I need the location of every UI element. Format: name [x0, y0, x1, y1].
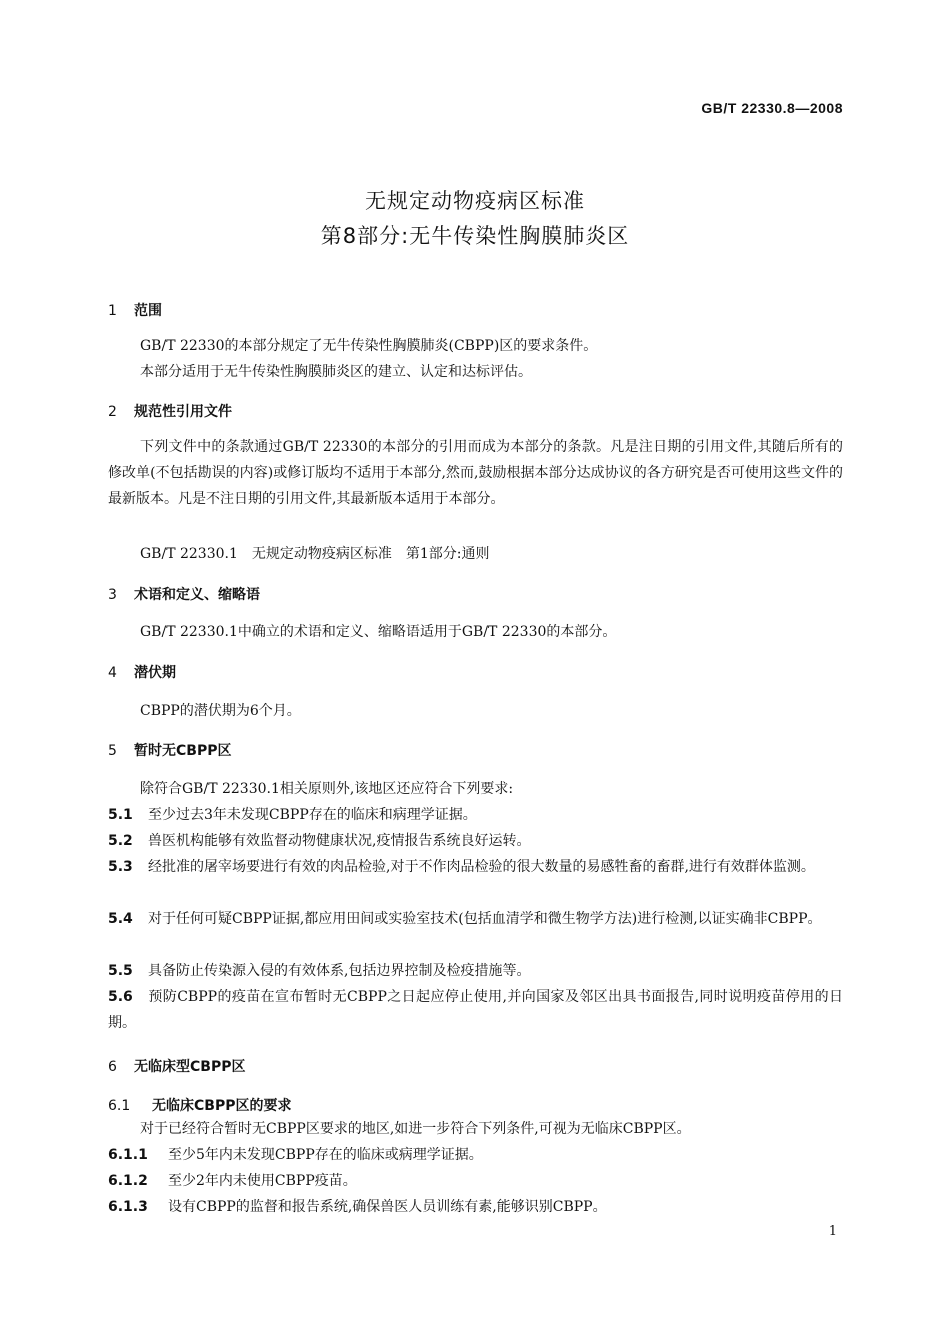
clause-6-1-2 [108, 1168, 843, 1194]
document-subtitle: 第8部分:无牛传染性胸膜肺炎区 [320, 224, 630, 248]
section-number: 2 [108, 404, 117, 420]
section-heading-5 [108, 740, 231, 760]
section-heading-4 [108, 662, 176, 682]
section-number: 6.1 [108, 1098, 131, 1114]
section-heading-2 [108, 401, 232, 421]
section-title: 无临床型CBPP区 [134, 1059, 246, 1075]
paragraph: 下列文件中的条款通过GB/T 22330的本部分的引用而成为本部分的条款。凡是注日期的引用文件,其随后所有的修改单(不包括勘误的内容)或修订版均不适用于本部分,然而,鼓励根据本部分达成协议的各方研究是否可使用这些文件的最新版本。凡是不注日期的引用文件,其最新版本适用于本部分。 [108, 439, 843, 507]
section-title: 无临床CBPP区的要求 [152, 1098, 292, 1114]
clause-text: 至少2年内未使用CBPP疫苗。 [168, 1173, 357, 1189]
clause-number: 5.6 [108, 989, 133, 1005]
clause-number: 6.1.2 [108, 1173, 148, 1189]
clause-text: 至少5年内未发现CBPP存在的临床或病理学证据。 [168, 1147, 483, 1163]
section-title: 术语和定义、缩略语 [134, 587, 260, 603]
clause-number: 5.4 [108, 911, 133, 927]
document-title: 无规定动物疫病区标准 [365, 189, 585, 213]
clause-text: 设有CBPP的监督和报告系统,确保兽医人员训练有素,能够识别CBPP。 [168, 1199, 607, 1215]
section-title: 范围 [134, 303, 162, 319]
clause-6-1-3 [108, 1194, 843, 1220]
reference-entry: GB/T 22330.1 无规定动物疫病区标准 第1部分:通则 [140, 546, 490, 562]
clause-text: 预防CBPP的疫苗在宣布暂时无CBPP之日起应停止使用,并向国家及邻区出具书面报告,同时说明疫苗停用的日期。 [108, 989, 843, 1031]
clause-number: 5.1 [108, 807, 133, 823]
clause-6-1-1 [108, 1142, 843, 1168]
paragraph: 本部分适用于无牛传染性胸膜肺炎区的建立、认定和达标评估。 [140, 364, 532, 380]
clause-text: 对于任何可疑CBPP证据,都应用田间或实验室技术(包括血清学和微生物学方法)进行检测,以证实确非CBPP。 [148, 911, 822, 927]
clause-number: 5.5 [108, 963, 133, 979]
section-heading-1 [108, 300, 162, 320]
clause-number: 6.1.1 [108, 1147, 148, 1163]
section-title: 潜伏期 [134, 665, 176, 681]
paragraph: GB/T 22330.1中确立的术语和定义、缩略语适用于GB/T 22330的本部分。 [140, 624, 617, 640]
section-heading-3 [108, 584, 260, 604]
section-number: 4 [108, 665, 117, 681]
clause-5-2 [108, 828, 843, 854]
clause-number: 6.1.3 [108, 1199, 148, 1215]
paragraph: 除符合GB/T 22330.1相关原则外,该地区还应符合下列要求: [140, 781, 514, 797]
section-number: 5 [108, 743, 117, 759]
clause-text: 经批准的屠宰场要进行有效的肉品检验,对于不作肉品检验的很大数量的易感牲畜的畜群,进行有效群体监测。 [148, 859, 815, 875]
paragraph: 对于已经符合暂时无CBPP区要求的地区,如进一步符合下列条件,可视为无临床CBPP区。 [140, 1121, 691, 1137]
clause-text: 至少过去3年未发现CBPP存在的临床和病理学证据。 [148, 807, 477, 823]
clause-text: 兽医机构能够有效监督动物健康状况,疫情报告系统良好运转。 [148, 833, 531, 849]
paragraph: CBPP的潜伏期为6个月。 [140, 703, 301, 719]
section-number: 6 [108, 1059, 117, 1075]
clause-text: 具备防止传染源入侵的有效体系,包括边界控制及检疫措施等。 [148, 963, 531, 979]
subsection-heading-6-1 [108, 1095, 291, 1115]
clause-5-6 [108, 984, 843, 1036]
section-title: 规范性引用文件 [134, 404, 232, 420]
clause-number: 5.2 [108, 833, 133, 849]
section-number: 3 [108, 587, 117, 603]
clause-5-3 [108, 854, 843, 880]
clause-5-5 [108, 958, 843, 984]
section-heading-6 [108, 1056, 245, 1076]
section-title: 暂时无CBPP区 [134, 743, 232, 759]
clause-number: 5.3 [108, 859, 133, 875]
paragraph: GB/T 22330的本部分规定了无牛传染性胸膜肺炎(CBPP)区的要求条件。 [140, 338, 598, 354]
clause-5-4 [108, 906, 843, 932]
page-number: 1 [828, 1224, 837, 1239]
clause-5-1 [108, 802, 843, 828]
standard-number: GB/T 22330.8—2008 [701, 100, 843, 116]
section-number: 1 [108, 303, 117, 319]
